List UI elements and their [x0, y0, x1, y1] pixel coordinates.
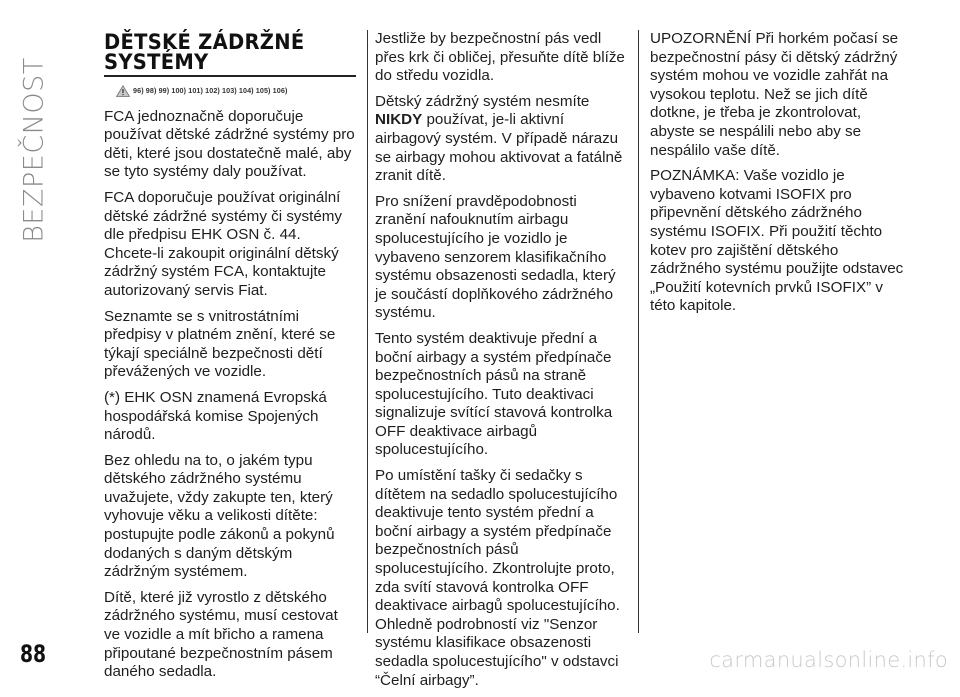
- paragraph: Jestliže by bezpečnostní pás vedl přes krk či obličej, přesuňte dítě blíže do středu vozidla.: [375, 30, 625, 85]
- section-heading: [104, 32, 338, 72]
- paragraph: Seznamte se s vnitrostátními předpisy v platném znění, které se týkají speciálně bezpečnosti dětí převážených ve vozidle.: [104, 307, 336, 381]
- paragraph: FCA doporučuje používat originální dětské zádržné systémy či systémy dle předpisu EHK OSN č. 44. Chcete-li zakoupit originální dětský zádržný systém FCA, kontaktujte autorizovaný servis Fiat.: [104, 188, 343, 299]
- paragraph: Dítě, které již vyrostlo z dětského zádržného systému, musí cestovat ve vozidle a mít břicho a ramena připoutané bezpečnostním pásem daného sedadla.: [104, 588, 338, 681]
- column-1: [104, 30, 356, 689]
- heading-line-1: DĚTSKÉ ZÁDRŽNÉ: [104, 30, 305, 54]
- paragraph: Bez ohledu na to, o jakém typu dětského zádržného systému uvažujete, vždy zakupte ten, který vyhovuje věku a velikosti dítěte: postupujte podle zákonů a pokynů dodaných s daným dětským zádržným systémem.: [104, 451, 335, 581]
- heading-line-2: SYSTÉMY: [104, 50, 209, 74]
- page-number: 88: [20, 640, 47, 668]
- paragraph: Tento systém deaktivuje přední a boční airbagy a systém předpínače bezpečnostních pásů na straně spolucestujícího. Tuto deaktivaci signalizuje svítící stavová kontrolka OFF deaktivace airbagů spolucestujícího.: [375, 329, 613, 459]
- paragraph: Po umístění tašky či sedačky s dítětem na sedadlo spolucestujícího deaktivuje tento systém přední a boční airbagy a systém předpínače bezpečnostních pásů spolucestujícího. Zkontrolujte proto, zda svítí stavová kontrolka OFF deaktivace airbagů spolucestujícího. Ohledně podrobností viz "Senzor systému klasifikace obsazenosti sedadla spolucestujícího" v odstavci “Čelní airbagy”.: [375, 467, 620, 689]
- emphasis-text: NIKDY: [375, 111, 423, 129]
- caution-paragraph: UPOZORNĚNÍ Při horkém počasí se bezpečnostní pásy či dětský zádržný systém mohou ve vozidle zahřát na vysokou teplotu. Než se jich dítě dotkne, je třeba je zkontrolovat, abyste se nespálili nebo aby se nespálilo vaše dítě.: [650, 30, 899, 159]
- warning-references: [116, 82, 356, 101]
- note-paragraph: POZNÁMKA: Vaše vozidlo je vybaveno kotvami ISOFIX pro připevnění dětského zádržného systému ISOFIX. Při použití těchto kotev pro zajištění dětského zádržného systému použijte odstavec „Použití kotevních prvků ISOFIX” v této kapitole.: [650, 167, 904, 315]
- paragraph: (*) EHK OSN znamená Evropská hospodářská komise Spojených národů.: [104, 388, 327, 444]
- column-2: [375, 30, 631, 697]
- column-divider-1: [367, 30, 368, 633]
- paragraph: Pro snížení pravděpodobnosti zranění nafouknutím airbagu spolucestujícího je vozidlo je vybaveno senzorem klasifikačního systému obsazenosti sedadla, který je součástí doplňkového zádržného systému.: [375, 192, 616, 322]
- warning-triangle-icon: [116, 85, 130, 97]
- text-span: Dětský zádržný systém nesmíte: [375, 92, 590, 110]
- paragraph: FCA jednoznačně doporučuje používat dětské zádržné systémy pro děti, které jsou dostatečně malé, aby se tyto systémy daly používat.: [104, 107, 355, 181]
- text-span: používat, je-li aktivní airbagový systém. V případě nárazu se airbagy mohou aktivovat a fatálně zranit dítě.: [375, 111, 623, 185]
- column-divider-2: [638, 30, 639, 633]
- column-3: [650, 30, 906, 323]
- heading-rule: [104, 75, 356, 77]
- section-label: BEZPEČNOST: [18, 57, 50, 243]
- paragraph-nikdy: [375, 93, 631, 186]
- watermark-text: carmanualsonline.info: [709, 648, 948, 672]
- warning-refs-text: 96) 98) 99) 100) 101) 102) 103) 104) 105) 106): [133, 86, 288, 95]
